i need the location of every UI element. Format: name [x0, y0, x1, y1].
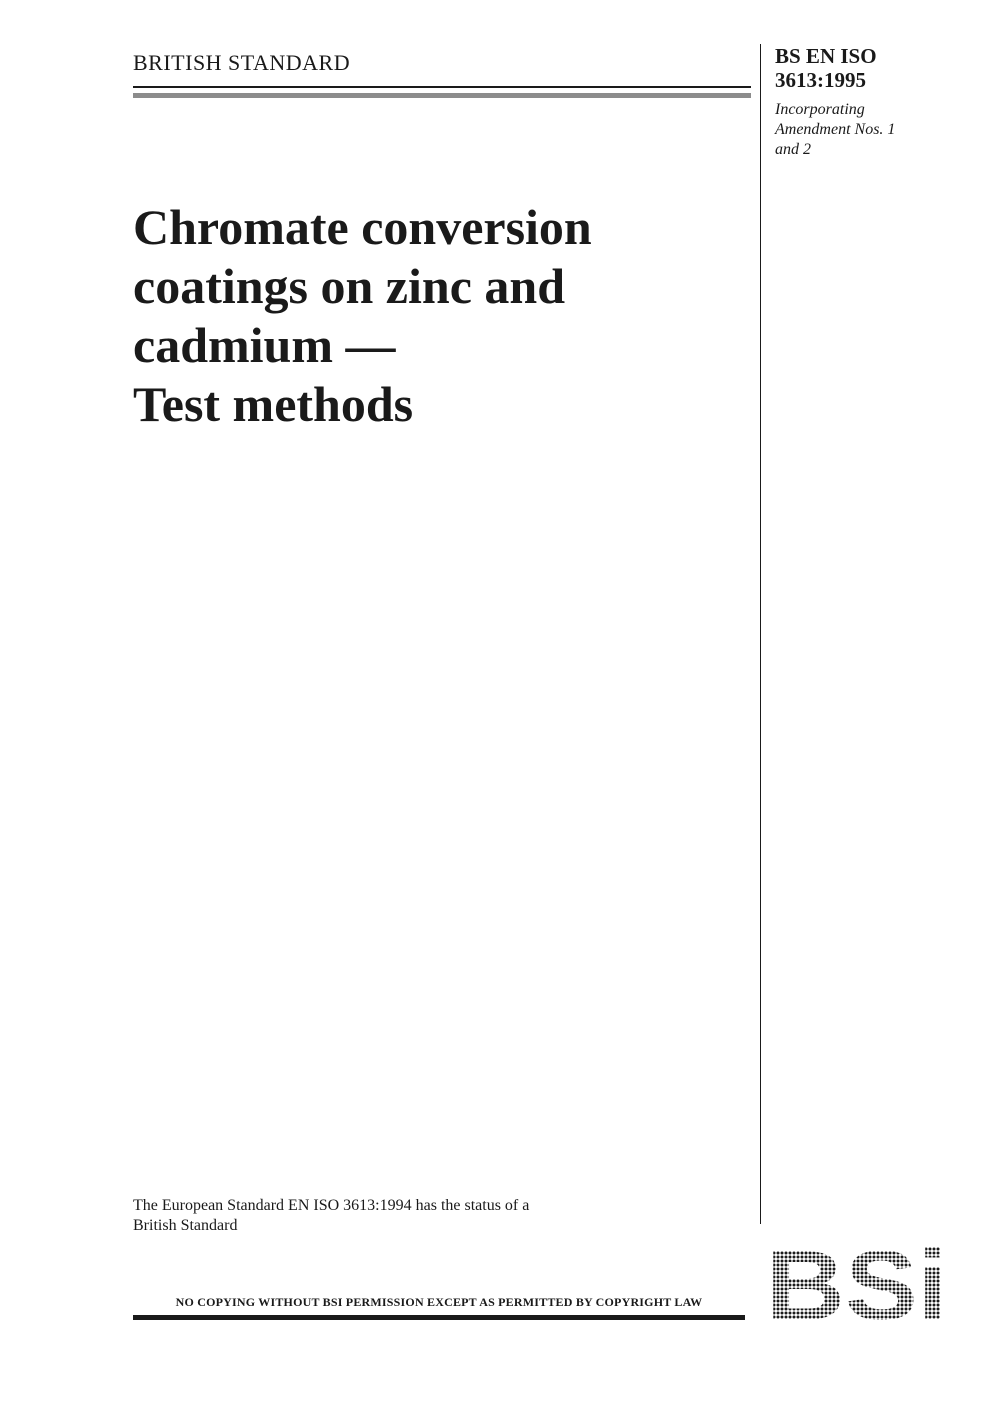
- amendment-line1: Incorporating: [775, 101, 865, 118]
- amendment-note: [775, 100, 935, 160]
- header-rule-thin: [133, 86, 751, 88]
- footer-rule: [133, 1315, 745, 1320]
- bsi-logo-icon: [768, 1243, 946, 1323]
- header-rule-grey: [133, 93, 751, 98]
- standard-number-line1: BS EN ISO: [775, 44, 877, 68]
- status-line2: British Standard: [133, 1217, 238, 1234]
- title-line1: Chromate conversion: [133, 199, 592, 255]
- title-line3: cadmium —: [133, 317, 396, 373]
- status-line1: The European Standard EN ISO 3613:1994 has the status of a: [133, 1197, 530, 1214]
- title-line4: Test methods: [133, 376, 414, 432]
- copyright-notice: NO COPYING WITHOUT BSI PERMISSION EXCEPT AS PERMITTED BY COPYRIGHT LAW: [175, 1295, 703, 1309]
- amendment-line3: and 2: [775, 141, 811, 158]
- margin-vertical-rule: [760, 44, 761, 1224]
- status-note: [133, 1196, 653, 1236]
- standard-number: [775, 44, 877, 92]
- document-title: [133, 198, 743, 434]
- standard-number-line2: 3613:1995: [775, 68, 866, 92]
- amendment-line2: Amendment Nos. 1: [775, 121, 896, 138]
- title-line2: coatings on zinc and: [133, 258, 566, 314]
- series-label: BRITISH STANDARD: [133, 50, 351, 75]
